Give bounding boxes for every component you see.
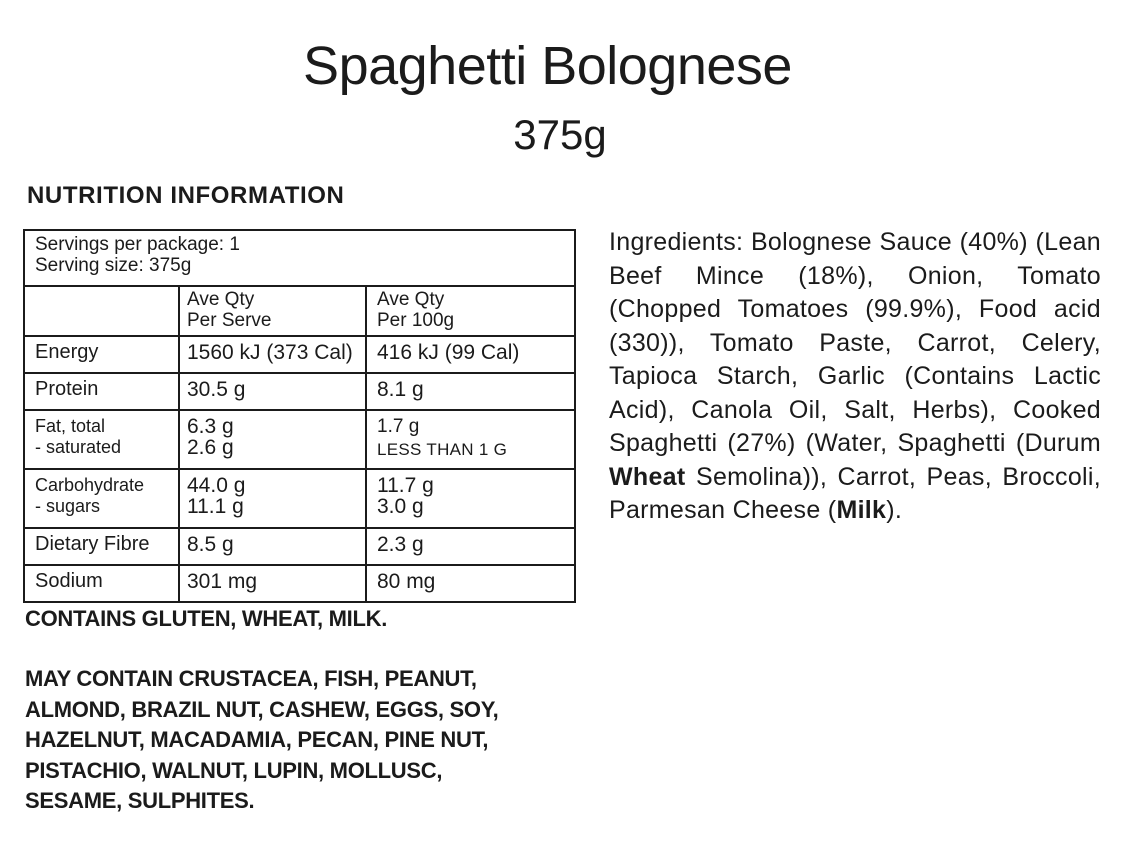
nutrient-name: Sodium bbox=[24, 565, 179, 602]
servings-cell bbox=[24, 230, 575, 286]
header-per-serve-line1: Ave Qty bbox=[187, 289, 255, 310]
nutrient-name: Fat, total bbox=[35, 416, 106, 436]
header-per-serve-line2: Per Serve bbox=[187, 310, 272, 331]
table-row bbox=[24, 565, 575, 602]
per-100g-subvalue: 3.0 g bbox=[377, 495, 424, 518]
may-contain-line: HAZELNUT, MACADAMIA, PECAN, PINE NUT, bbox=[25, 727, 489, 752]
ingredients-part1: Ingredients: Bolognese Sauce (40%) (Lean Beef Mince (18%), Onion, Tomato (Chopped Tomatoes (99.9%), Food acid (330)), Tomato Paste, Carrot, Celery, Tapioca Starch, Garlic (Contains Lactic Acid), Canola Oil, Salt, Herbs), Cooked Spaghetti (27%) (Water, Spaghetti (Durum bbox=[609, 228, 1101, 457]
may-contain-line: ALMOND, BRAZIL NUT, CASHEW, EGGS, SOY, bbox=[25, 696, 499, 722]
may-contain-line: MAY CONTAIN CRUSTACEA, FISH, PEANUT, bbox=[25, 666, 477, 691]
table-row bbox=[24, 528, 575, 565]
per-serve-value: 44.0 g bbox=[187, 474, 246, 497]
per-100g-value: 1.7 g bbox=[377, 416, 420, 437]
per-100g-value: 416 kJ (99 Cal) bbox=[366, 336, 575, 373]
ingredients-text bbox=[609, 226, 1101, 528]
table-row bbox=[24, 469, 575, 528]
per-serve-value: 6.3 g bbox=[187, 415, 234, 438]
per-serve-subvalue: 11.1 g bbox=[187, 495, 244, 518]
nutrient-name: Energy bbox=[24, 336, 179, 373]
table-row bbox=[24, 410, 575, 469]
nutrition-heading: NUTRITION INFORMATION bbox=[27, 182, 345, 209]
per-serve-value: 30.5 g bbox=[179, 373, 366, 410]
table-row bbox=[24, 373, 575, 410]
table-row bbox=[24, 336, 575, 373]
may-contain-statement bbox=[25, 664, 585, 817]
nutrient-name: Dietary Fibre bbox=[24, 528, 179, 565]
per-100g-value: 8.1 g bbox=[366, 373, 575, 410]
per-serve-cell bbox=[179, 469, 366, 528]
serving-size: Serving size: 375g bbox=[35, 255, 192, 276]
may-contain-line: PISTACHIO, WALNUT, LUPIN, MOLLUSC, bbox=[25, 757, 443, 783]
per-serve-cell bbox=[179, 410, 366, 469]
product-weight: 375g bbox=[513, 111, 607, 158]
nutrient-subname: - sugars bbox=[35, 496, 101, 516]
per-100g-cell bbox=[366, 469, 575, 528]
per-serve-subvalue: 2.6 g bbox=[187, 436, 234, 459]
servings-row bbox=[24, 230, 575, 286]
product-title: Spaghetti Bolognese bbox=[303, 36, 792, 96]
per-serve-value: 8.5 g bbox=[179, 528, 366, 565]
nutrient-name: Protein bbox=[24, 373, 179, 410]
table-header-row bbox=[24, 286, 575, 336]
nutrient-name-cell bbox=[24, 410, 179, 469]
header-per-100g-line1: Ave Qty bbox=[377, 289, 445, 310]
ingredients-part3: ). bbox=[886, 496, 903, 524]
contains-statement: CONTAINS GLUTEN, WHEAT, MILK. bbox=[25, 606, 388, 631]
per-serve-value: 301 mg bbox=[179, 565, 366, 602]
header-per-serve bbox=[179, 286, 366, 336]
per-100g-subvalue: LESS THAN 1 G bbox=[377, 440, 508, 459]
per-serve-value: 1560 kJ (373 Cal) bbox=[179, 336, 366, 373]
nutrient-name-cell bbox=[24, 469, 179, 528]
ingredients-part2: Semolina)), Carrot, Peas, Broccoli, Parmesan Cheese ( bbox=[609, 462, 1101, 524]
per-100g-value: 2.3 g bbox=[366, 528, 575, 565]
nutrient-name: Carbohydrate bbox=[35, 475, 145, 495]
header-per-100g bbox=[366, 286, 575, 336]
servings-per-package: Servings per package: 1 bbox=[35, 234, 240, 255]
nutrition-table bbox=[23, 229, 576, 603]
header-per-100g-line2: Per 100g bbox=[377, 310, 455, 331]
per-100g-value: 11.7 g bbox=[377, 474, 434, 497]
may-contain-line: SESAME, SULPHITES. bbox=[25, 788, 255, 813]
header-empty-cell bbox=[24, 286, 179, 336]
nutrient-subname: - saturated bbox=[35, 437, 122, 457]
per-100g-cell bbox=[366, 410, 575, 469]
allergen-milk: Milk bbox=[836, 496, 887, 524]
per-100g-value: 80 mg bbox=[366, 565, 575, 602]
allergen-wheat: Wheat bbox=[609, 462, 686, 491]
